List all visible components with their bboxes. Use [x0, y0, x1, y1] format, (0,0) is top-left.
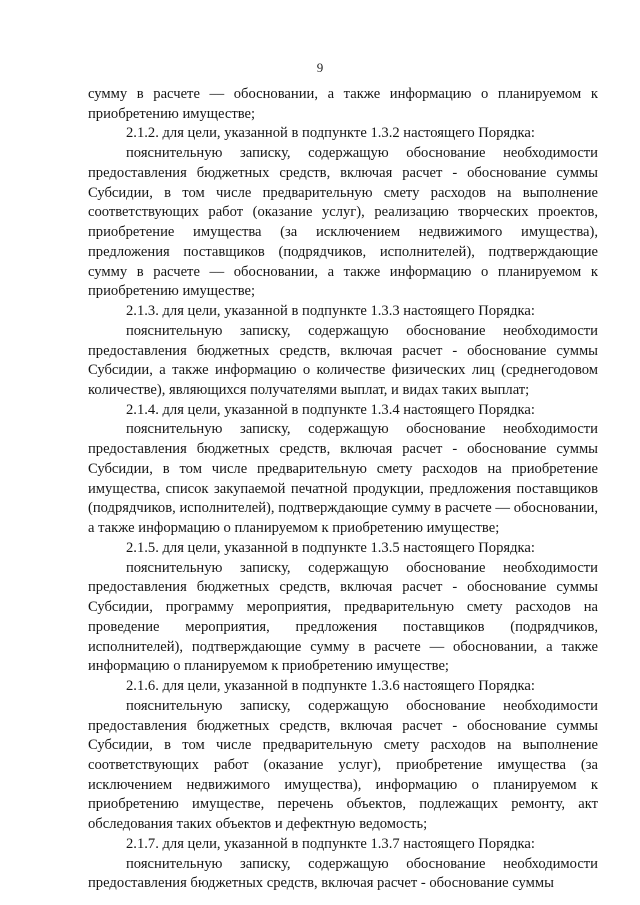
clause-body-2-1-5: пояснительную записку, содержащую обоснование необходимости предоставления бюджетных средств, включая расчет - обоснование суммы Субсидии, программу мероприятия, предварительную смету расходов на проведение мероприятия, предложения поставщиков (подрядчиков, исполнителей), подтверждающие сумму в расчете — обосновании, а также информацию о планируемом к приобретению имуществе; [88, 559, 598, 675]
clause-heading-2-1-2: 2.1.2. для цели, указанной в подпункте 1.3.2 настоящего Порядка: [126, 125, 535, 142]
clause-body-2-1-6: пояснительную записку, содержащую обоснование необходимости предоставления бюджетных средств, включая расчет - обоснование суммы Субсидии, в том числе предварительную смету расходов на выполнение соответствующих работ (оказание услуг), приобретение имущества (за исключением недвижимого имущества), информацию о планируемом к приобретению имуществе, перечень объектов, подлежащих ремонту, акт обследования таких объектов и дефектную ведомость; [88, 697, 598, 833]
paragraph-continuation: сумму в расчете –– обосновании, а также информацию о планируемом к приобретению имуществе; [88, 86, 598, 122]
page-number: 9 [316, 60, 324, 75]
clause-body-2-1-2: пояснительную записку, содержащую обоснование необходимости предоставления бюджетных средств, включая расчет - обоснование суммы Субсидии, в том числе предварительную смету расходов на выполнение соответствующих работ (оказание услуг), реализацию творческих проектов, приобретение имущества (за исключением недвижимого имущества), предложения поставщиков (подрядчиков, исполнителей), подтверждающие сумму в расчете –– обосновании, а также информацию о планируемом к приобретению имуществе; [88, 145, 598, 300]
clause-heading-2-1-4: 2.1.4. для цели, указанной в подпункте 1.3.4 настоящего Порядка: [126, 401, 535, 418]
clause-heading-2-1-7: 2.1.7. для цели, указанной в подпункте 1.3.7 настоящего Порядка: [126, 835, 535, 852]
document-body [88, 85, 598, 894]
clause-heading-2-1-5: 2.1.5. для цели, указанной в подпункте 1.3.5 настоящего Порядка: [126, 539, 535, 556]
clause-body-2-1-7: пояснительную записку, содержащую обоснование необходимости предоставления бюджетных средств, включая расчет - обоснование суммы [88, 855, 598, 892]
clause-heading-2-1-3: 2.1.3. для цели, указанной в подпункте 1.3.3 настоящего Порядка: [126, 303, 535, 320]
clause-body-2-1-3: пояснительную записку, содержащую обоснование необходимости предоставления бюджетных средств, включая расчет - обоснование суммы Субсидии, а также информацию о количестве физических лиц (среднегодовом количестве), являющихся получателями выплат, и видах таких выплат; [88, 322, 598, 399]
clause-body-2-1-4: пояснительную записку, содержащую обоснование необходимости предоставления бюджетных средств, включая расчет - обоснование суммы Субсидии, в том числе предварительную смету расходов на приобретение имущества, список закупаемой печатной продукции, предложения поставщиков (подрядчиков, исполнителей), подтверждающие сумму в расчете — обосновании, а также информацию о планируемом к приобретению имуществе; [88, 421, 598, 537]
clause-heading-2-1-6: 2.1.6. для цели, указанной в подпункте 1.3.6 настоящего Порядка: [126, 678, 535, 695]
